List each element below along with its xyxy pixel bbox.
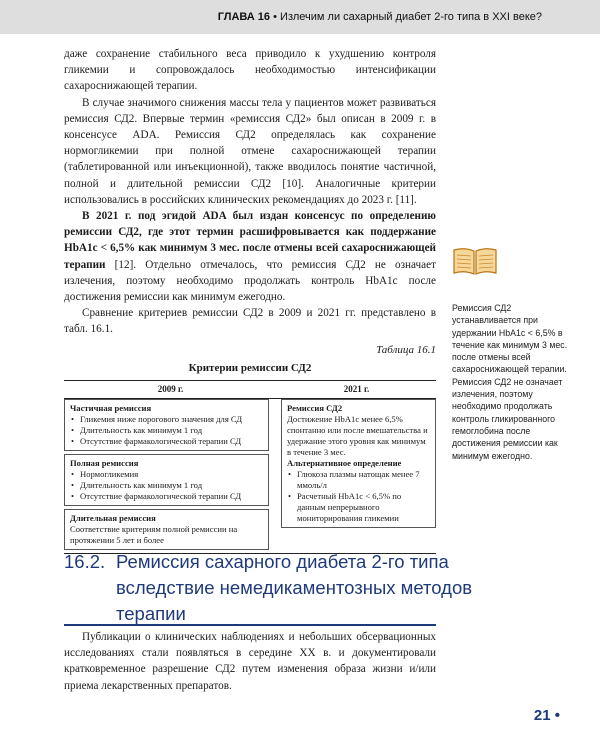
remission-2021-box [281, 399, 436, 528]
paragraph-rest: [12]. Отдельно отмечалось, что ремиссия СД2 не означает излечения, поэтому необходимо продолжать контроль HbA1c после достижения ремиссии как минимум ежегодно. [64, 258, 436, 304]
box-heading: Ремиссия СД2 [287, 403, 343, 414]
list-item: • Нормогликемия [70, 469, 263, 480]
column-header-2021: 2021 г. [277, 381, 436, 399]
margin-note-paragraph: Ремиссия СД2 устанавливается при удержании HbA1c < 6,5% в течение как минимум 3 мес. после отмены всей сахароснижающей терапии. [452, 303, 568, 375]
full-remission-box [64, 454, 269, 506]
list-item: • Гликемия ниже порогового значения для СД [70, 414, 263, 425]
criteria-list [70, 469, 263, 502]
chapter-title: Излечим ли сахарный диабет 2-го типа в XXI веке? [280, 11, 542, 23]
box-heading: Частичная ремиссия [70, 403, 152, 414]
box-heading: Полная ремиссия [70, 458, 139, 469]
table-title: Критерии ремиссии СД2 [188, 361, 312, 374]
open-book-icon [452, 246, 498, 276]
criteria-list [70, 414, 263, 447]
header-separator: • [273, 11, 277, 23]
section-divider [64, 624, 436, 626]
cell-2021 [277, 399, 436, 554]
bold-text: В 2021 г. под эгидой ADA был издан консенсус по определению ремиссии СД2, где этот термин расшифровывается как поддержание HbA1c < 6,5% как минимум 3 мес. после отмены всей сахароснижающей терапии [64, 210, 436, 271]
long-remission-box [64, 509, 269, 550]
page-number-bullet: • [554, 707, 560, 724]
page-number-value: 21 [533, 707, 551, 724]
column-header-2009: 2009 г. [64, 381, 277, 399]
list-item: • Длительность как минимум 1 год [70, 480, 263, 491]
paragraph: В случае значимого снижения массы тела у пациентов может развиваться ремиссия СД2. Впервые термин «ремиссия СД2» был описан в 2009 г. в консенсусе ADA. Ремиссия СД2 определялась как сохранение нормогликемии при полной отмене сахароснижающей терапии (таблетированной или инъекционной), также вводилось понятие частичной, полной и длительной ремиссии СД2 [10]. Аналогичные критерии использовались в российских клинических рекомендациях до 2023 г. [11]. [64, 96, 436, 206]
paragraph-bold-consensus [64, 208, 436, 305]
section-title-line: Ремиссия сахарного диабета 2-го типа [116, 551, 449, 572]
margin-note [452, 302, 572, 462]
section-title-line: вследствие немедикаментозных методов [116, 577, 473, 598]
margin-note-paragraph: Ремиссия СД2 не означает излечения, поэтому необходимо продолжать контроль гликированного гемоглобина после достижения ремиссии как минимум ежегодно. [452, 376, 563, 461]
section-title-line: терапии [116, 603, 186, 624]
section-number: 16.2. [64, 551, 106, 572]
table-row [64, 399, 436, 554]
alt-definition-heading: Альтернативное определение [287, 458, 402, 469]
criteria-list [287, 469, 430, 524]
running-header [218, 11, 542, 23]
box-text: Достижение HbA1c менее 6,5% спонтанно или после вмешательства и удержание этого уровня как минимум в течение 3 мес. [287, 414, 428, 458]
box-heading: Длительная ремиссия [70, 513, 156, 524]
paragraph: Публикации о клинических наблюдениях и небольших обсервационных исследованиях стали появляться в середине XX в. и документировали кратковременное разрешение СД2 путем изменения образа жизни и/или приема лекарственных препаратов. [64, 631, 436, 692]
partial-remission-box [64, 399, 269, 451]
table-caption: Таблица 16.1 [376, 343, 436, 356]
box-text: Соответствие критериям полной ремиссии на протяжении 5 лет и более [70, 524, 238, 546]
paragraph: Сравнение критериев ремиссии СД2 в 2009 и 2021 гг. представлено в табл. 16.1. [64, 307, 436, 336]
list-item: • Отсутствие фармакологической терапии СД [70, 491, 263, 502]
page-number [534, 707, 560, 724]
table-header-row [64, 381, 436, 399]
list-item: • Глюкоза плазмы натощак менее 7 ммоль/л [287, 469, 430, 491]
section-body [64, 629, 436, 694]
list-item: • Расчетный HbA1c < 6,5% по данным непрерывного мониторирования гликемии [287, 491, 430, 524]
remission-criteria-table [64, 380, 436, 554]
section-heading [64, 549, 484, 627]
paragraph: даже сохранение стабильного веса приводило к ухудшению контроля гликемии и сопровождалось необходимостью интенсификации сахароснижающей терапии. [64, 48, 436, 93]
main-text-column [64, 46, 436, 554]
list-item: • Длительность как минимум 1 год [70, 425, 263, 436]
chapter-label: ГЛАВА 16 [217, 11, 271, 23]
cell-2009 [64, 399, 277, 554]
list-item: • Отсутствие фармакологической терапии СД [70, 436, 263, 447]
